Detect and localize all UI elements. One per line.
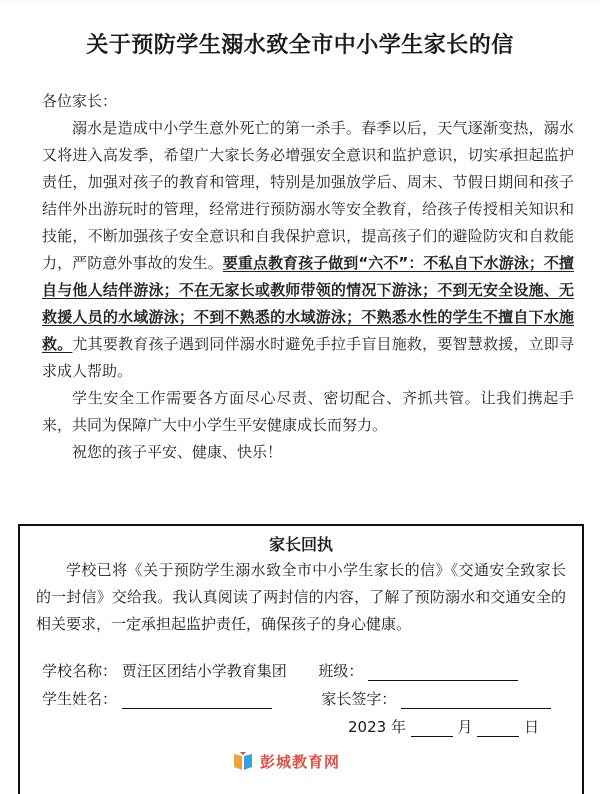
paragraph-1-end: 尤其要教育孩子遇到同伴溺水时避免手拉手盲目施救，要智慧救援，立即寻求成人帮助。 — [42, 335, 574, 380]
parent-signature-field[interactable] — [401, 692, 551, 709]
day-field[interactable] — [477, 720, 519, 737]
year-unit: 年 — [390, 718, 406, 736]
school-value: 贾汪区团结小学教育集团 — [121, 662, 287, 680]
month-field[interactable] — [411, 720, 453, 737]
month-unit: 月 — [457, 718, 473, 736]
date-row — [348, 716, 539, 737]
student-label: 学生姓名： — [42, 690, 118, 708]
year-value: 2023 — [348, 718, 387, 736]
paragraph-2: 学生安全工作需要各方面尽心尽责、密切配合、齐抓共管。让我们携起手来，共同为保障广大中小学生平安健康成长而努力。 — [42, 389, 574, 434]
book-logo-icon — [232, 750, 254, 772]
receipt-body: 学校已将《关于预防学生溺水致全市中小学生家长的信》《交通安全致家长的一封信》交给我。我认真阅读了两封信的内容，了解了预防溺水和交通安全的相关要求，一定承担起监护责任，确保孩子的身心健康。 — [36, 561, 566, 633]
footer-watermark — [232, 748, 382, 774]
letter-body — [42, 88, 574, 466]
parent-sign-label: 家长签字： — [321, 690, 397, 708]
six-nos-emphasis: 要重点教育孩子做到“六不”：不私自下水游泳；不擅自与他人结伴游泳；不在无家长或教师带领的情况下游泳；不到无安全设施、无救援人员的水域游泳；不到不熟悉的水域游泳；不熟悉水性的学生不擅自下水施救。 — [42, 254, 574, 353]
day-unit: 日 — [524, 718, 540, 736]
receipt-title: 家长回执 — [268, 535, 333, 554]
page-title: 关于预防学生溺水致全市中小学生家长的信 — [86, 32, 514, 58]
class-label: 班级： — [318, 662, 364, 680]
student-name-field[interactable] — [122, 692, 272, 709]
school-row — [42, 660, 518, 681]
school-label: 学校名称： — [42, 662, 118, 680]
salutation: 各位家长： — [42, 92, 118, 110]
student-row — [42, 688, 551, 709]
paragraph-1-start: 溺水是造成中小学生意外死亡的第一杀手。春季以后，天气逐渐变热，溺水又将进入高发季，希望广大家长务必增强安全意识和监护意识，切实承担起监护责任，加强对孩子的教育和管理，特别是加强放学后、周末、节假日期间和孩子结伴外出游玩时的管理，经常进行预防溺水等安全教育，给孩子传授相关知识和技能，不断加强孩子安全意识和自我保护意识，提高孩子们的避险防灾和自救能力，严防意外事故的发生。 — [42, 119, 574, 272]
closing-wishes: 祝您的孩子平安、健康、快乐！ — [72, 443, 283, 461]
class-field[interactable] — [368, 664, 518, 681]
footer-logo-text: 彭城教育网 — [260, 752, 341, 771]
paragraph-1 — [42, 115, 574, 385]
